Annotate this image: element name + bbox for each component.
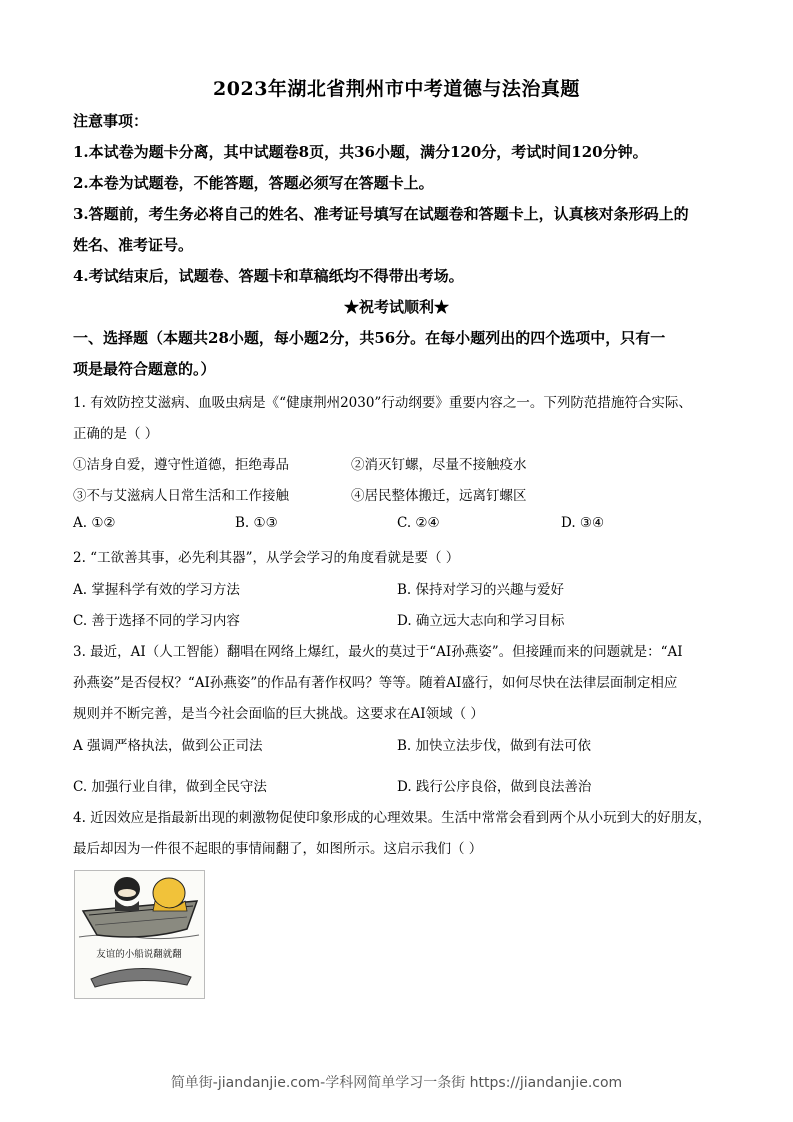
footer-watermark: 简单街-jiandanjie.com-学科网简单学习一条街 https://jiandanjie.com [170,1075,623,1091]
q3-option-c: C. 加强行业自律，做到全民守法 [73,779,267,795]
q2-option-d: D. 确立远大志向和学习目标 [397,613,565,629]
q3-stem-cont-2: 规则并不断完善，是当今社会面临的巨大挑战。这要求在AI领域（ ） [73,706,484,722]
figure-caption: 友谊的小船说翻就翻 [96,949,182,960]
q4-stem: 4. 近因效应是指最新出现的刺激物促使印象形成的心理效果。生活中常常会看到两个从小玩到大的好朋友， [73,810,712,826]
notice-heading: 注意事项： [73,112,149,130]
q1-stem-cont: 正确的是（ ） [73,426,159,442]
q3-option-b: B. 加快立法步伐，做到有法可依 [397,738,592,754]
q3-stem: 3. 最近，AI（人工智能）翻唱在网络上爆红，最火的莫过于“AI孙燕姿”。但接踵而来的问题就是：“AI [73,644,683,660]
notice-item-2: 2.本卷为试题卷，不能答题，答题必须写在答题卡上。 [73,174,434,192]
q2-option-c: C. 善于选择不同的学习内容 [73,613,240,629]
q3-stem-cont-1: 孙燕姿”是否侵权？“AI孙燕姿”的作品有著作权吗？等等。随着AI盛行，如何尽快在法律层面制定相应 [73,675,678,691]
section-1-heading-cont: 项是最符合题意的。） [73,360,216,378]
notice-item-1: 1.本试卷为题卡分离，其中试题卷8页，共36小题，满分120分，考试时间120分钟。 [73,143,648,161]
friendship-boat-cartoon [74,870,205,999]
q1-statement-4: ④居民整体搬迁，远离钉螺区 [351,488,527,504]
page-title: 2023年湖北省荆州市中考道德与法治真题 [213,78,580,100]
q1-option-b: B. ①③ [235,515,278,531]
notice-item-4: 4.考试结束后，试题卷、答题卡和草稿纸均不得带出考场。 [73,267,464,285]
good-luck-line: ★祝考试顺利★ [343,298,449,316]
q2-option-a: A. 掌握科学有效的学习方法 [73,582,240,598]
notice-item-3: 3.答题前，考生务必将自己的姓名、准考证号填写在试题卷和答题卡上，认真核对条形码上的 [73,205,689,223]
q2-option-b: B. 保持对学习的兴趣与爱好 [397,582,565,598]
notice-item-3-cont: 姓名、准考证号。 [73,236,194,254]
q3-option-a: A 强调严格执法，做到公正司法 [73,738,263,754]
q1-stem: 1. 有效防控艾滋病、血吸虫病是《“健康荆州2030”行动纲要》重要内容之一。下列防范措施符合实际、 [73,395,692,411]
q1-statement-2: ②消灭钉螺，尽量不接触疫水 [351,457,527,473]
q2-stem: 2. “工欲善其事，必先利其器”，从学会学习的角度看就是要（ ） [73,550,460,566]
q4-stem-cont: 最后却因为一件很不起眼的事情闹翻了，如图所示。这启示我们（ ） [73,841,483,857]
q1-option-d: D. ③④ [561,515,605,531]
q1-statement-3: ③不与艾滋病人日常生活和工作接触 [73,488,289,504]
q1-option-a: A. ①② [73,515,116,531]
cartoon-drawing [75,871,204,998]
q3-option-d: D. 践行公序良俗，做到良法善治 [397,779,592,795]
q1-statement-1: ①洁身自爱，遵守性道德，拒绝毒品 [73,457,289,473]
section-1-heading: 一、选择题（本题共28小题，每小题2分，共56分。在每小题列出的四个选项中，只有一 [73,329,666,347]
q1-option-c: C. ②④ [397,515,440,531]
